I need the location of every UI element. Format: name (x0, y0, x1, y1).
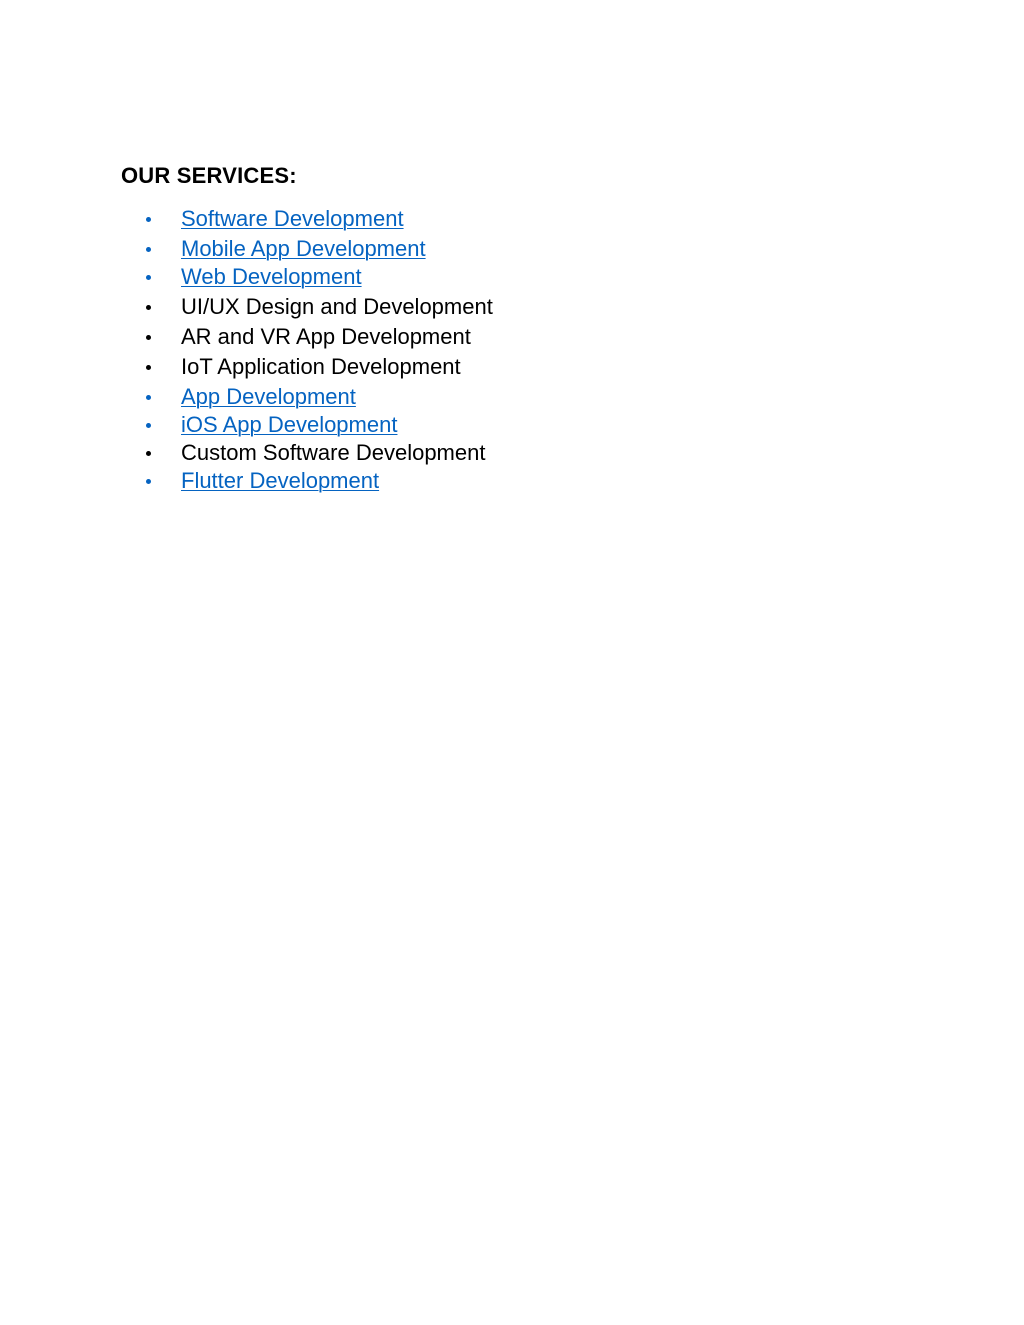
list-item (0, 323, 600, 351)
list-item (0, 411, 600, 439)
service-label: AR and VR App Development (181, 324, 471, 349)
list-item (0, 293, 600, 321)
bullet-icon (146, 365, 151, 370)
software-development-link[interactable]: Software Development (181, 206, 404, 231)
web-development-link[interactable]: Web Development (181, 264, 362, 289)
list-item (0, 235, 600, 263)
bullet-icon (146, 395, 151, 400)
service-label: Custom Software Development (181, 440, 486, 465)
service-label: IoT Application Development (181, 354, 461, 379)
list-item (0, 383, 600, 411)
app-development-link[interactable]: App Development (181, 384, 356, 409)
service-label: UI/UX Design and Development (181, 294, 493, 319)
bullet-icon (146, 451, 151, 456)
bullet-icon (146, 335, 151, 340)
list-item (0, 353, 600, 381)
ios-app-development-link[interactable]: iOS App Development (181, 412, 398, 437)
bullet-icon (146, 247, 151, 252)
bullet-icon (146, 217, 151, 222)
list-item (0, 205, 600, 233)
services-heading: OUR SERVICES: (121, 163, 297, 188)
mobile-app-development-link[interactable]: Mobile App Development (181, 236, 426, 261)
list-item (0, 467, 600, 495)
list-item (0, 439, 600, 467)
list-item (0, 263, 600, 291)
bullet-icon (146, 275, 151, 280)
bullet-icon (146, 305, 151, 310)
flutter-development-link[interactable]: Flutter Development (181, 468, 380, 493)
bullet-icon (146, 479, 151, 484)
bullet-icon (146, 423, 151, 428)
